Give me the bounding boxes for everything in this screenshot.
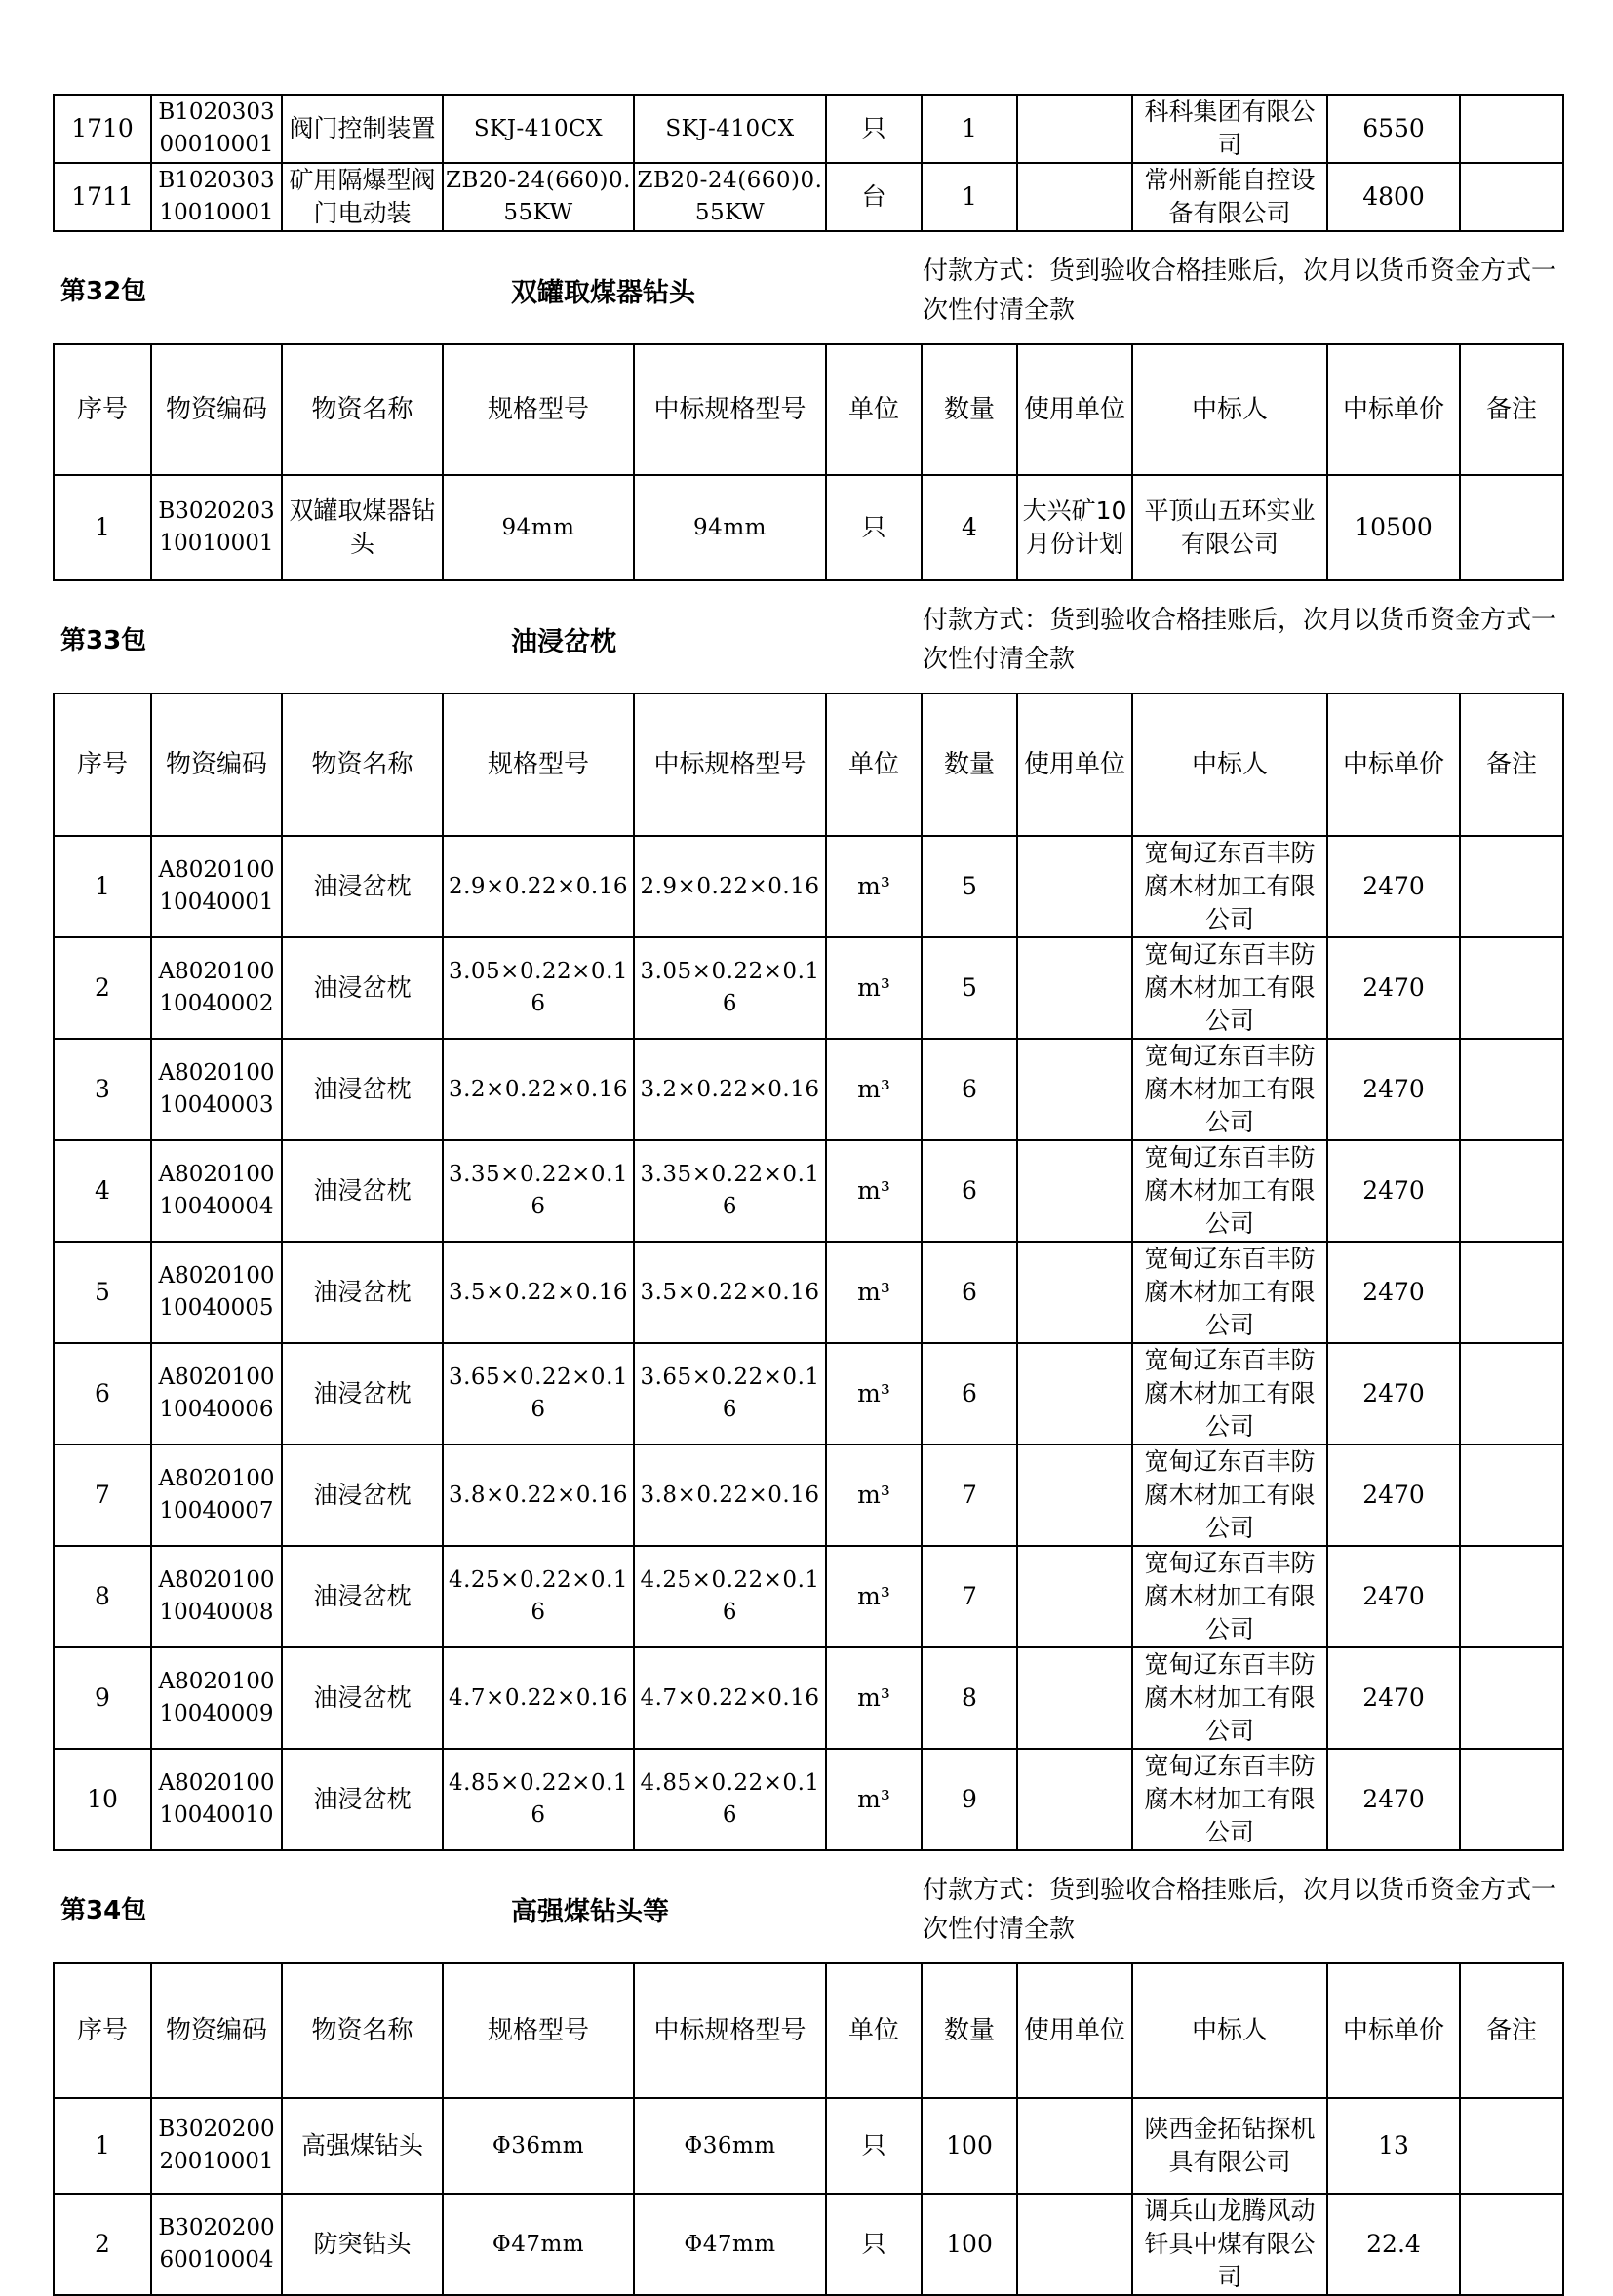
package-number: 第32包 <box>60 277 147 306</box>
column-header-using-unit: 使用单位 <box>1017 693 1132 836</box>
remarks-cell <box>1460 1343 1563 1445</box>
unit-cell: 只 <box>826 95 922 163</box>
quantity-cell: 1 <box>922 163 1017 231</box>
document-page <box>53 94 1562 2296</box>
column-header-unit: 单位 <box>826 1963 922 2098</box>
column-header-row-number: 序号 <box>54 1963 151 2098</box>
unit-cell: m³ <box>826 1343 922 1445</box>
spec-cell: SKJ-410CX <box>443 95 634 163</box>
row-number-cell: 10 <box>54 1749 151 1850</box>
quantity-cell: 100 <box>922 2194 1017 2295</box>
quantity-cell: 7 <box>922 1445 1017 1546</box>
winning-spec-cell: ZB20-24(660)0.55KW <box>634 163 826 231</box>
remarks-cell <box>1460 2194 1563 2295</box>
using-unit-cell <box>1017 1445 1132 1546</box>
table-row <box>54 1140 1563 1242</box>
winning-bidder-cell: 宽甸辽东百丰防腐木材加工有限公司 <box>1132 1140 1327 1242</box>
winning-bidder-cell: 宽甸辽东百丰防腐木材加工有限公司 <box>1132 1343 1327 1445</box>
unit-cell: m³ <box>826 1749 922 1850</box>
winning-spec-cell: 3.65×0.22×0.16 <box>634 1343 826 1445</box>
column-header-unit-price: 中标单价 <box>1327 693 1460 836</box>
material-code-cell: A8020100 10040003 <box>151 1039 282 1140</box>
remarks-cell <box>1460 1140 1563 1242</box>
winning-bidder-cell: 陕西金拓钻探机具有限公司 <box>1132 2098 1327 2194</box>
package-table <box>53 343 1564 581</box>
unit-cell: 台 <box>826 163 922 231</box>
unit-cell: m³ <box>826 836 922 937</box>
column-header-using-unit: 使用单位 <box>1017 1963 1132 2098</box>
winning-spec-cell: 3.05×0.22×0.16 <box>634 937 826 1039</box>
winning-bidder-cell: 平顶山五环实业有限公司 <box>1132 475 1327 580</box>
winning-spec-cell: 3.35×0.22×0.16 <box>634 1140 826 1242</box>
spec-cell: 3.8×0.22×0.16 <box>443 1445 634 1546</box>
row-number-cell: 1 <box>54 475 151 580</box>
table-row <box>54 1546 1563 1647</box>
remarks-cell <box>1460 1546 1563 1647</box>
winning-spec-cell: 94mm <box>634 475 826 580</box>
row-number-cell: 1 <box>54 2098 151 2194</box>
row-number-cell: 2 <box>54 2194 151 2295</box>
winning-spec-cell: Φ47mm <box>634 2194 826 2295</box>
remarks-cell <box>1460 937 1563 1039</box>
using-unit-cell <box>1017 1140 1132 1242</box>
column-header-winning-spec: 中标规格型号 <box>634 344 826 475</box>
row-number-cell: 1 <box>54 836 151 937</box>
table-header-row <box>54 1963 1563 2098</box>
column-header-remarks: 备注 <box>1460 1963 1563 2098</box>
package-header <box>53 581 1562 693</box>
package-number: 第34包 <box>60 1896 147 1925</box>
material-name-cell: 双罐取煤器钻头 <box>282 475 443 580</box>
unit-cell: 只 <box>826 2098 922 2194</box>
spec-cell: 2.9×0.22×0.16 <box>443 836 634 937</box>
spec-cell: 4.7×0.22×0.16 <box>443 1647 634 1749</box>
material-code-cell: A8020100 10040001 <box>151 836 282 937</box>
material-name-cell: 油浸岔枕 <box>282 1343 443 1445</box>
using-unit-cell <box>1017 1343 1132 1445</box>
winning-bidder-cell: 科科集团有限公司 <box>1132 95 1327 163</box>
column-header-winning-bidder: 中标人 <box>1132 693 1327 836</box>
row-number-cell: 4 <box>54 1140 151 1242</box>
spec-cell: Φ36mm <box>443 2098 634 2194</box>
winning-bidder-cell: 调兵山龙腾风动钎具中煤有限公司 <box>1132 2194 1327 2295</box>
quantity-cell: 6 <box>922 1140 1017 1242</box>
quantity-cell: 5 <box>922 937 1017 1039</box>
winning-bidder-cell: 宽甸辽东百丰防腐木材加工有限公司 <box>1132 1445 1327 1546</box>
unit-price-cell: 2470 <box>1327 937 1460 1039</box>
unit-cell: m³ <box>826 1140 922 1242</box>
using-unit-cell <box>1017 2098 1132 2194</box>
table-row <box>54 2098 1563 2194</box>
quantity-cell: 100 <box>922 2098 1017 2194</box>
remarks-cell <box>1460 836 1563 937</box>
unit-price-cell: 2470 <box>1327 1343 1460 1445</box>
table-header-row <box>54 344 1563 475</box>
table-row <box>54 2194 1563 2295</box>
material-name-cell: 高强煤钻头 <box>282 2098 443 2194</box>
material-name-cell: 油浸岔枕 <box>282 1140 443 1242</box>
remarks-cell <box>1460 163 1563 231</box>
winning-spec-cell: 3.5×0.22×0.16 <box>634 1242 826 1343</box>
package-header <box>53 1851 1562 1962</box>
column-header-quantity: 数量 <box>922 693 1017 836</box>
using-unit-cell <box>1017 1546 1132 1647</box>
remarks-cell <box>1460 1647 1563 1749</box>
spec-cell: Φ47mm <box>443 2194 634 2295</box>
spec-cell: 3.35×0.22×0.16 <box>443 1140 634 1242</box>
column-header-quantity: 数量 <box>922 344 1017 475</box>
column-header-material-name: 物资名称 <box>282 344 443 475</box>
winning-spec-cell: 2.9×0.22×0.16 <box>634 836 826 937</box>
winning-bidder-cell: 宽甸辽东百丰防腐木材加工有限公司 <box>1132 1749 1327 1850</box>
column-header-quantity: 数量 <box>922 1963 1017 2098</box>
material-name-cell: 阀门控制装置 <box>282 95 443 163</box>
material-name-cell: 油浸岔枕 <box>282 1039 443 1140</box>
unit-price-cell: 22.4 <box>1327 2194 1460 2295</box>
row-number-cell: 3 <box>54 1039 151 1140</box>
package-table <box>53 1962 1564 2296</box>
column-header-material-code: 物资编码 <box>151 344 282 475</box>
unit-price-cell: 10500 <box>1327 475 1460 580</box>
table-header-row <box>54 693 1563 836</box>
unit-price-cell: 13 <box>1327 2098 1460 2194</box>
unit-cell: m³ <box>826 1647 922 1749</box>
table-row <box>54 1445 1563 1546</box>
material-code-cell: A8020100 10040004 <box>151 1140 282 1242</box>
row-number-cell: 1710 <box>54 95 151 163</box>
column-header-spec: 规格型号 <box>443 693 634 836</box>
winning-bidder-cell: 常州新能自控设备有限公司 <box>1132 163 1327 231</box>
quantity-cell: 9 <box>922 1749 1017 1850</box>
column-header-winning-bidder: 中标人 <box>1132 1963 1327 2098</box>
winning-spec-cell: 3.8×0.22×0.16 <box>634 1445 826 1546</box>
material-code-cell: A8020100 10040008 <box>151 1546 282 1647</box>
spec-cell: 3.5×0.22×0.16 <box>443 1242 634 1343</box>
table-row <box>54 95 1563 163</box>
spec-cell: 3.05×0.22×0.16 <box>443 937 634 1039</box>
spec-cell: 4.85×0.22×0.16 <box>443 1749 634 1850</box>
material-name-cell: 防突钻头 <box>282 2194 443 2295</box>
column-header-unit-price: 中标单价 <box>1327 1963 1460 2098</box>
winning-bidder-cell: 宽甸辽东百丰防腐木材加工有限公司 <box>1132 1039 1327 1140</box>
package-title: 油浸岔枕 <box>511 627 616 657</box>
table-row <box>54 1647 1563 1749</box>
winning-bidder-cell: 宽甸辽东百丰防腐木材加工有限公司 <box>1132 1546 1327 1647</box>
table-row <box>54 1242 1563 1343</box>
material-name-cell: 油浸岔枕 <box>282 1546 443 1647</box>
using-unit-cell <box>1017 1749 1132 1850</box>
unit-cell: m³ <box>826 1039 922 1140</box>
unit-price-cell: 6550 <box>1327 95 1460 163</box>
material-code-cell: B1020303 10010001 <box>151 163 282 231</box>
package-number: 第33包 <box>60 626 147 655</box>
column-header-row-number: 序号 <box>54 344 151 475</box>
material-code-cell: B3020203 10010001 <box>151 475 282 580</box>
unit-price-cell: 2470 <box>1327 836 1460 937</box>
table-row <box>54 1343 1563 1445</box>
column-header-material-code: 物资编码 <box>151 693 282 836</box>
spec-cell: 4.25×0.22×0.16 <box>443 1546 634 1647</box>
quantity-cell: 6 <box>922 1039 1017 1140</box>
remarks-cell <box>1460 1039 1563 1140</box>
material-code-cell: A8020100 10040007 <box>151 1445 282 1546</box>
remarks-cell <box>1460 95 1563 163</box>
column-header-spec: 规格型号 <box>443 1963 634 2098</box>
row-number-cell: 5 <box>54 1242 151 1343</box>
using-unit-cell: 大兴矿10月份计划 <box>1017 475 1132 580</box>
winning-spec-cell: 4.85×0.22×0.16 <box>634 1749 826 1850</box>
quantity-cell: 5 <box>922 836 1017 937</box>
quantity-cell: 7 <box>922 1546 1017 1647</box>
winning-bidder-cell: 宽甸辽东百丰防腐木材加工有限公司 <box>1132 937 1327 1039</box>
column-header-winning-spec: 中标规格型号 <box>634 693 826 836</box>
table-continued <box>53 94 1564 232</box>
column-header-remarks: 备注 <box>1460 693 1563 836</box>
package-header <box>53 232 1562 343</box>
unit-cell: 只 <box>826 475 922 580</box>
material-code-cell: A8020100 10040005 <box>151 1242 282 1343</box>
unit-cell: m³ <box>826 1445 922 1546</box>
table-row <box>54 1749 1563 1850</box>
quantity-cell: 6 <box>922 1242 1017 1343</box>
winning-bidder-cell: 宽甸辽东百丰防腐木材加工有限公司 <box>1132 1242 1327 1343</box>
remarks-cell <box>1460 1445 1563 1546</box>
column-header-material-name: 物资名称 <box>282 1963 443 2098</box>
table-row <box>54 163 1563 231</box>
payment-terms: 付款方式：货到验收合格挂账后，次月以货币资金方式一次性付清全款 <box>923 257 1557 325</box>
material-name-cell: 油浸岔枕 <box>282 1242 443 1343</box>
material-name-cell: 油浸岔枕 <box>282 1445 443 1546</box>
payment-terms: 付款方式：货到验收合格挂账后，次月以货币资金方式一次性付清全款 <box>923 606 1557 674</box>
unit-price-cell: 2470 <box>1327 1647 1460 1749</box>
quantity-cell: 8 <box>922 1647 1017 1749</box>
winning-spec-cell: 4.7×0.22×0.16 <box>634 1647 826 1749</box>
column-header-winning-spec: 中标规格型号 <box>634 1963 826 2098</box>
remarks-cell <box>1460 1749 1563 1850</box>
using-unit-cell <box>1017 937 1132 1039</box>
remarks-cell <box>1460 2098 1563 2194</box>
quantity-cell: 4 <box>922 475 1017 580</box>
package-title: 双罐取煤器钻头 <box>511 278 695 308</box>
spec-cell: 3.65×0.22×0.16 <box>443 1343 634 1445</box>
column-header-unit-price: 中标单价 <box>1327 344 1460 475</box>
quantity-cell: 1 <box>922 95 1017 163</box>
winning-spec-cell: SKJ-410CX <box>634 95 826 163</box>
row-number-cell: 7 <box>54 1445 151 1546</box>
winning-bidder-cell: 宽甸辽东百丰防腐木材加工有限公司 <box>1132 836 1327 937</box>
using-unit-cell <box>1017 95 1132 163</box>
payment-terms: 付款方式：货到验收合格挂账后，次月以货币资金方式一次性付清全款 <box>923 1876 1557 1944</box>
material-code-cell: A8020100 10040006 <box>151 1343 282 1445</box>
using-unit-cell <box>1017 1039 1132 1140</box>
remarks-cell <box>1460 475 1563 580</box>
using-unit-cell <box>1017 2194 1132 2295</box>
column-header-unit: 单位 <box>826 693 922 836</box>
material-code-cell: B3020200 60010004 <box>151 2194 282 2295</box>
spec-cell: 3.2×0.22×0.16 <box>443 1039 634 1140</box>
winning-bidder-cell: 宽甸辽东百丰防腐木材加工有限公司 <box>1132 1647 1327 1749</box>
column-header-material-code: 物资编码 <box>151 1963 282 2098</box>
table-row <box>54 937 1563 1039</box>
column-header-material-name: 物资名称 <box>282 693 443 836</box>
column-header-unit: 单位 <box>826 344 922 475</box>
material-name-cell: 油浸岔枕 <box>282 836 443 937</box>
winning-spec-cell: Φ36mm <box>634 2098 826 2194</box>
unit-cell: m³ <box>826 1546 922 1647</box>
column-header-spec: 规格型号 <box>443 344 634 475</box>
winning-spec-cell: 4.25×0.22×0.16 <box>634 1546 826 1647</box>
column-header-using-unit: 使用单位 <box>1017 344 1132 475</box>
row-number-cell: 2 <box>54 937 151 1039</box>
spec-cell: 94mm <box>443 475 634 580</box>
unit-price-cell: 2470 <box>1327 1242 1460 1343</box>
package-title: 高强煤钻头等 <box>511 1897 669 1927</box>
row-number-cell: 6 <box>54 1343 151 1445</box>
spec-cell: ZB20-24(660)0.55KW <box>443 163 634 231</box>
row-number-cell: 9 <box>54 1647 151 1749</box>
column-header-row-number: 序号 <box>54 693 151 836</box>
unit-price-cell: 2470 <box>1327 1445 1460 1546</box>
unit-cell: m³ <box>826 1242 922 1343</box>
table-row <box>54 475 1563 580</box>
using-unit-cell <box>1017 836 1132 937</box>
table-row <box>54 836 1563 937</box>
material-code-cell: A8020100 10040009 <box>151 1647 282 1749</box>
using-unit-cell <box>1017 163 1132 231</box>
column-header-winning-bidder: 中标人 <box>1132 344 1327 475</box>
material-code-cell: A8020100 10040010 <box>151 1749 282 1850</box>
package-table <box>53 693 1564 1851</box>
winning-spec-cell: 3.2×0.22×0.16 <box>634 1039 826 1140</box>
unit-price-cell: 2470 <box>1327 1039 1460 1140</box>
unit-cell: 只 <box>826 2194 922 2295</box>
row-number-cell: 8 <box>54 1546 151 1647</box>
unit-price-cell: 2470 <box>1327 1546 1460 1647</box>
column-header-remarks: 备注 <box>1460 344 1563 475</box>
material-name-cell: 油浸岔枕 <box>282 1749 443 1850</box>
material-code-cell: A8020100 10040002 <box>151 937 282 1039</box>
remarks-cell <box>1460 1242 1563 1343</box>
material-name-cell: 矿用隔爆型阀门电动装 <box>282 163 443 231</box>
using-unit-cell <box>1017 1647 1132 1749</box>
material-code-cell: B1020303 00010001 <box>151 95 282 163</box>
using-unit-cell <box>1017 1242 1132 1343</box>
material-code-cell: B3020200 20010001 <box>151 2098 282 2194</box>
unit-price-cell: 2470 <box>1327 1749 1460 1850</box>
row-number-cell: 1711 <box>54 163 151 231</box>
quantity-cell: 6 <box>922 1343 1017 1445</box>
table-row <box>54 1039 1563 1140</box>
unit-price-cell: 4800 <box>1327 163 1460 231</box>
unit-cell: m³ <box>826 937 922 1039</box>
material-name-cell: 油浸岔枕 <box>282 1647 443 1749</box>
material-name-cell: 油浸岔枕 <box>282 937 443 1039</box>
unit-price-cell: 2470 <box>1327 1140 1460 1242</box>
